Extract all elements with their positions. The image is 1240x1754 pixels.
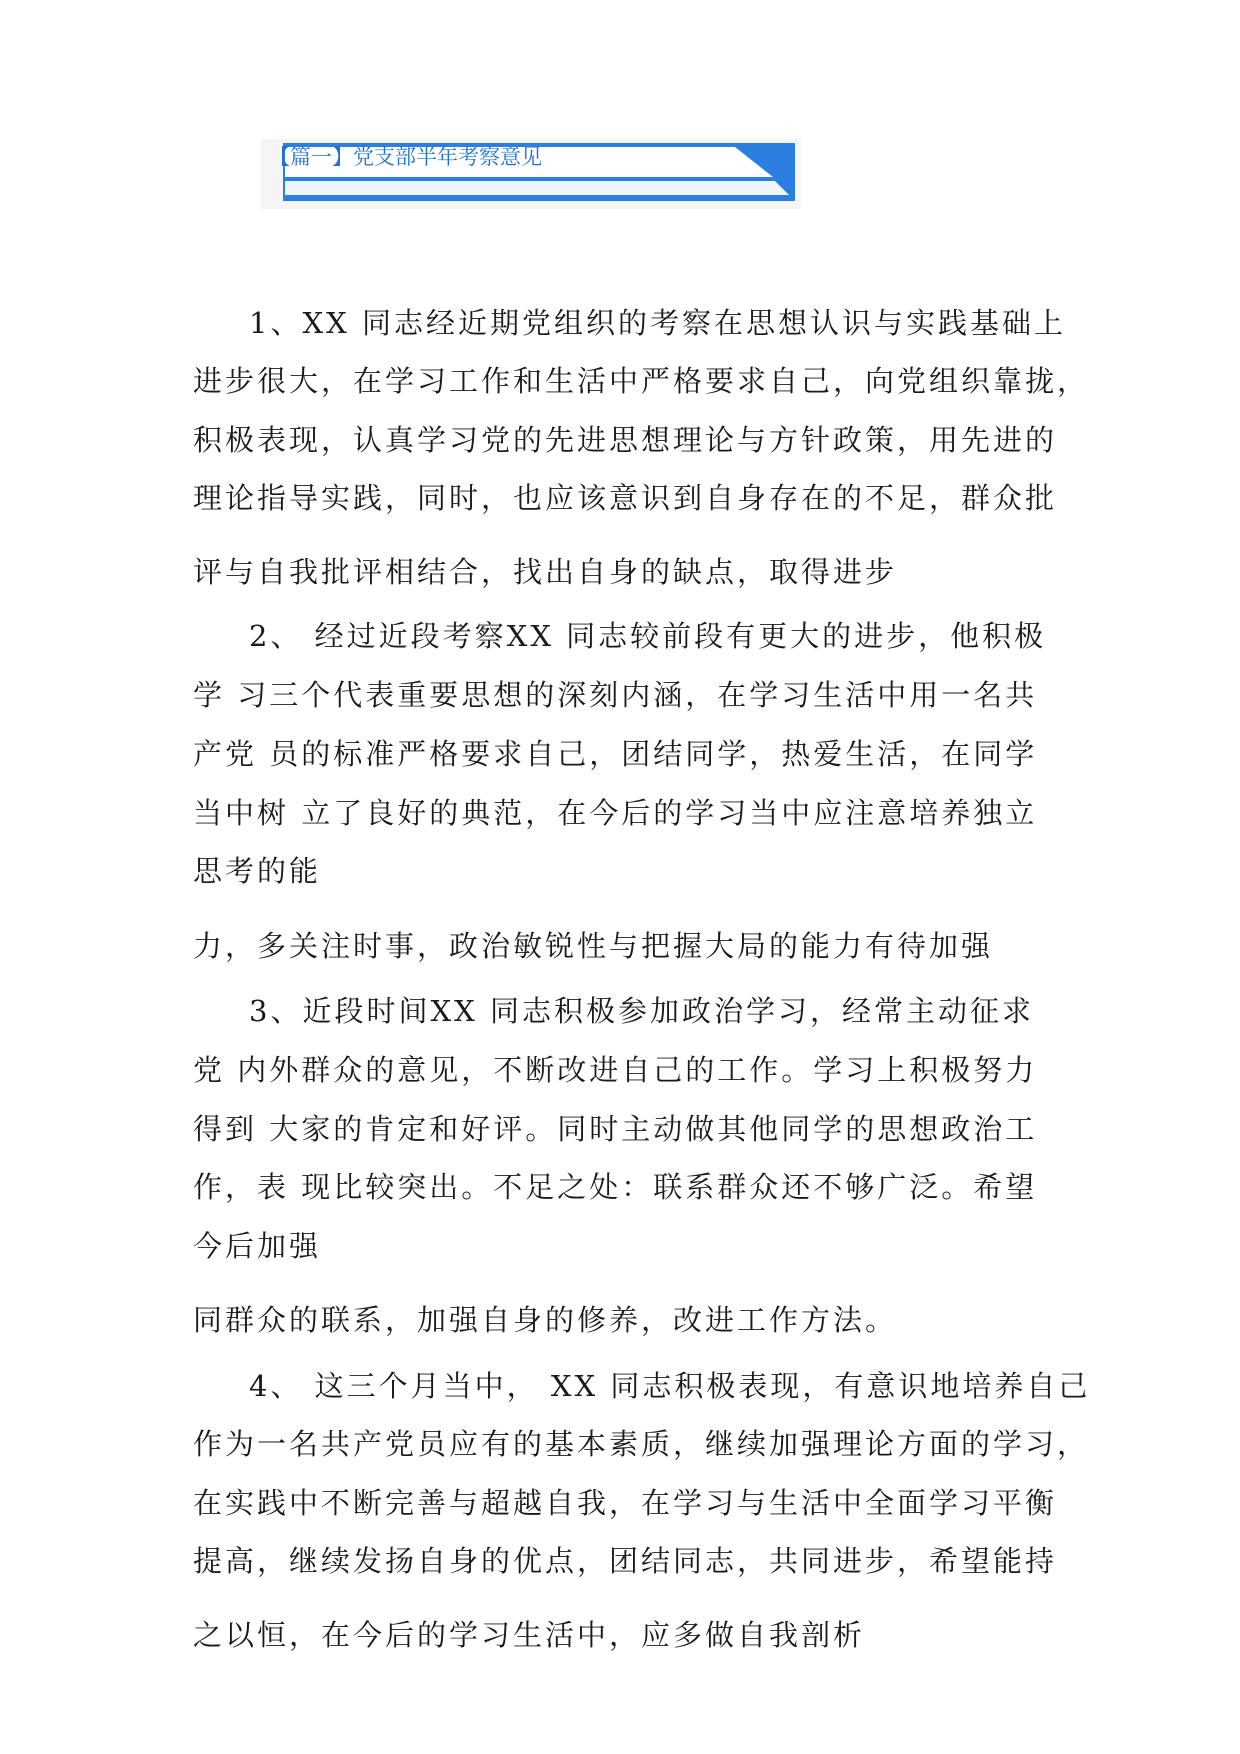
paragraph-3-line-1: 3、近段时间XX 同志积极参加政治学习，经常主动征求 [249, 994, 1034, 1028]
paragraph-4-line-2: 作为一名共产党员应有的基本素质，继续加强理论方面的学习， [193, 1427, 1090, 1461]
paragraph-4-line-1: 4、 这三个月当中， XX 同志积极表现，有意识地培养自己 [249, 1369, 1091, 1403]
paragraph-3-line-6: 同群众的联系，加强自身的修养，改进工作方法。 [193, 1303, 898, 1337]
paragraph-3-line-5: 今后加强 [193, 1229, 322, 1263]
paragraph-3-line-4: 作，表 现比较突出。不足之处：联系群众还不够广泛。希望 [193, 1170, 1038, 1204]
paragraph-3-line-2: 党 内外群众的意见，不断改进自己的工作。学习上积极努力 [193, 1053, 1038, 1087]
paragraph-2-line-6: 力，多关注时事，政治敏锐性与把握大局的能力有待加强 [193, 929, 994, 963]
paragraph-4-line-3: 在实践中不断完善与超越自我，在学习与生活中全面学习平衡 [193, 1486, 1058, 1520]
paragraph-1-line-2: 进步很大，在学习工作和生活中严格要求自己，向党组织靠拢， [193, 364, 1090, 398]
paragraph-3-line-3: 得到 大家的肯定和好评。同时主动做其他同学的思想政治工 [193, 1112, 1038, 1146]
paragraph-2-line-5: 思考的能 [193, 854, 322, 888]
paragraph-2-line-4: 当中树 立了良好的典范，在今后的学习当中应注意培养独立 [193, 796, 1038, 830]
paragraph-1-line-3: 积极表现，认真学习党的先进思想理论与方针政策，用先进的 [193, 423, 1058, 457]
paragraph-2-line-2: 学 习三个代表重要思想的深刻内涵，在学习生活中用一名共 [193, 678, 1038, 712]
paragraph-1-line-4: 理论指导实践，同时，也应该意识到自身存在的不足，群众批 [193, 481, 1058, 515]
banner-title: 【篇一】党支部半年考察意见 [269, 145, 542, 169]
paragraph-1-line-1: 1、XX 同志经近期党组织的考察在思想认识与实践基础上 [249, 306, 1066, 340]
paragraph-2-line-1: 2、 经过近段考察XX 同志较前段有更大的进步，他积极 [249, 619, 1047, 653]
section-banner [261, 139, 801, 209]
paragraph-1-line-5: 评与自我批评相结合，找出自身的缺点，取得进步 [193, 555, 898, 589]
paragraph-2-line-3: 产党 员的标准严格要求自己，团结同学，热爱生活，在同学 [193, 737, 1038, 771]
paragraph-4-line-5: 之以恒，在今后的学习生活中，应多做自我剖析 [193, 1618, 866, 1652]
paragraph-4-line-4: 提高，继续发扬自身的优点，团结同志，共同进步，希望能持 [193, 1544, 1058, 1578]
